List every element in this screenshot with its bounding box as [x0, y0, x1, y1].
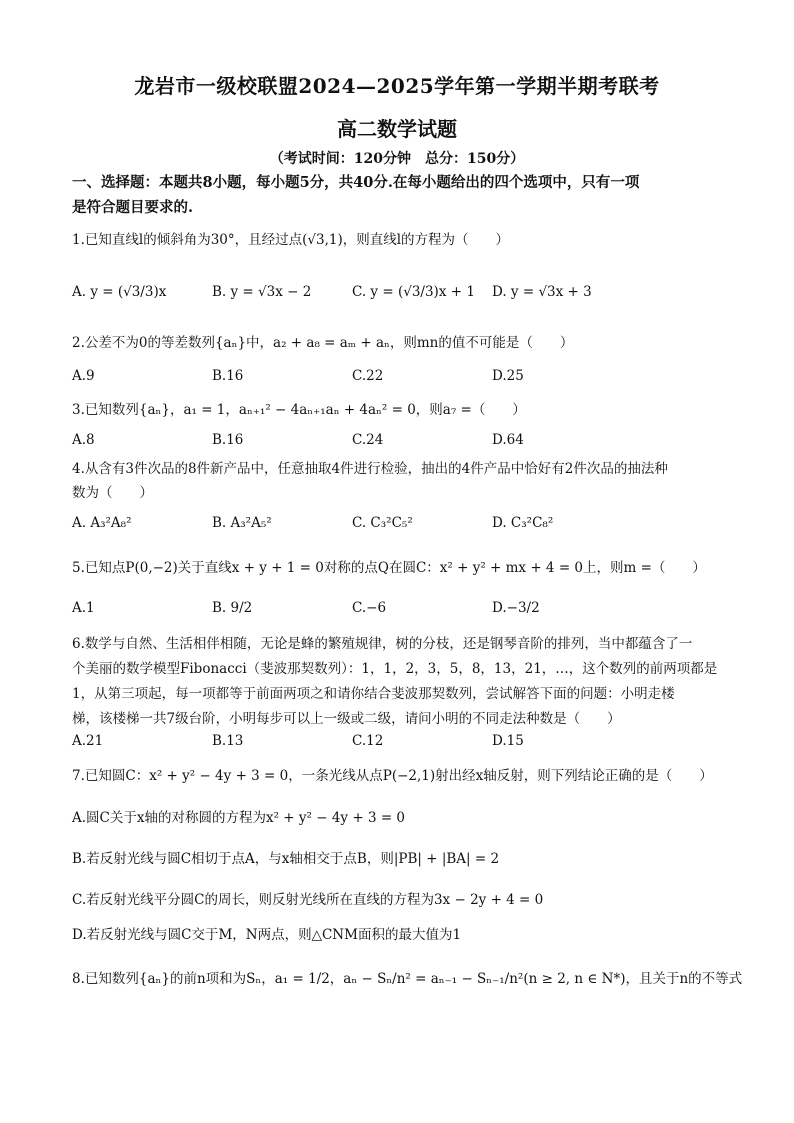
question-2-options: [72, 368, 732, 392]
section-heading-line2: 是符合题目要求的.: [72, 199, 194, 216]
question-2-option-b: B.16: [212, 368, 244, 384]
question-4-line1: 4.从含有3件次品的8件新产品中，任意抽取4件进行检验，抽出的4件产品中恰好有2件次品的抽法种: [72, 461, 668, 477]
question-1-option-a: A. y = (√3/3)x: [72, 284, 167, 300]
question-3-option-c: C.24: [352, 432, 384, 448]
question-1-option-d: D. y = √3x + 3: [492, 284, 592, 300]
question-6-option-d: D.15: [492, 733, 524, 749]
exam-title: 龙岩市一级校联盟2024—2025学年第一学期半期考联考: [134, 74, 660, 98]
question-3-option-b: B.16: [212, 432, 244, 448]
question-1-option-b: B. y = √3x − 2: [212, 284, 312, 300]
question-3-stem: 3.已知数列{aₙ}，a₁ = 1，aₙ₊₁² − 4aₙ₊₁aₙ + 4aₙ² = 0，则a₇ =（ ）: [72, 402, 526, 418]
question-8-stem: 8.已知数列{aₙ}的前n项和为Sₙ，a₁ = 1/2，aₙ − Sₙ/n² = aₙ₋₁ − Sₙ₋₁/n²(n ≥ 2, n ∈ N*)，且关于n的不等式: [72, 971, 743, 987]
question-6-line1: 6.数学与自然、生活相伴相随，无论是蜂的繁殖规律，树的分枝，还是钢琴音阶的排列，当中都蕴含了一: [72, 636, 693, 652]
question-7-option-a: A.圆C关于x轴的对称圆的方程为x² + y² − 4y + 3 = 0: [72, 810, 406, 826]
question-3-options: [72, 432, 732, 456]
question-6-line4: 梯，该楼梯一共7级台阶，小明每步可以上一级或二级，请问小明的不同走法种数是（ ）: [72, 711, 621, 727]
question-2-stem: 2.公差不为0的等差数列{aₙ}中，a₂ + a₈ = aₘ + aₙ，则mn的值不可能是（ ）: [72, 335, 574, 351]
question-4-option-c: C. C₃²C₅²: [352, 515, 413, 531]
question-6-line3: 1，从第三项起，每一项都等于前面两项之和请你结合斐波那契数列，尝试解答下面的问题：小明走楼: [72, 686, 675, 702]
question-5-options: [72, 600, 732, 624]
question-5-stem: 5.已知点P(0,−2)关于直线x + y + 1 = 0对称的点Q在圆C：x² + y² + mx + 4 = 0上，则m =（ ）: [72, 560, 706, 576]
question-5-option-c: C.−6: [352, 600, 387, 616]
question-5-option-b: B. 9/2: [212, 600, 253, 616]
question-7-option-b: B.若反射光线与圆C相切于点A，与x轴相交于点B，则|PB| + |BA| = 2: [72, 851, 500, 867]
question-1-options: [72, 284, 732, 308]
question-4-option-b: B. A₃²A₅²: [212, 515, 272, 531]
exam-subtitle: 高二数学试题: [337, 117, 457, 141]
question-7-option-c: C.若反射光线平分圆C的周长，则反射光线所在直线的方程为3x − 2y + 4 = 0: [72, 892, 544, 908]
question-7-option-d: D.若反射光线与圆C交于M，N两点，则△CNM面积的最大值为1: [72, 927, 462, 943]
question-2-option-d: D.25: [492, 368, 524, 384]
section-heading-line1: 一、选择题：本题共8小题，每小题5分，共40分.在每小题给出的四个选项中，只有一项: [72, 174, 640, 191]
question-4-option-d: D. C₃²C₈²: [492, 515, 554, 531]
question-4-options: [72, 515, 732, 539]
question-1-stem: 1.已知直线l的倾斜角为30°，且经过点(√3,1)，则直线l的方程为（ ）: [72, 232, 510, 248]
question-2-option-c: C.22: [352, 368, 384, 384]
question-2-option-a: A.9: [72, 368, 95, 384]
question-6-option-b: B.13: [212, 733, 244, 749]
question-6-options: [72, 733, 732, 757]
question-4-line2: 数为（ ）: [72, 485, 153, 501]
question-6-line2: 个美丽的数学模型Fibonacci（斐波那契数列）：1，1，2，3，5，8，13，21，…，这个数列的前两项都是: [72, 661, 718, 677]
exam-info: （考试时间：120分钟 总分：150分）: [269, 151, 525, 167]
question-5-option-a: A.1: [72, 600, 95, 616]
question-3-option-a: A.8: [72, 432, 95, 448]
question-6-option-a: A.21: [72, 733, 104, 749]
question-7-stem: 7.已知圆C：x² + y² − 4y + 3 = 0，一条光线从点P(−2,1)射出经x轴反射，则下列结论正确的是（ ）: [72, 768, 713, 784]
question-6-option-c: C.12: [352, 733, 384, 749]
question-4-option-a: A. A₃²A₈²: [72, 515, 132, 531]
question-3-option-d: D.64: [492, 432, 524, 448]
question-5-option-d: D.−3/2: [492, 600, 540, 616]
question-1-option-c: C. y = (√3/3)x + 1: [352, 284, 475, 300]
